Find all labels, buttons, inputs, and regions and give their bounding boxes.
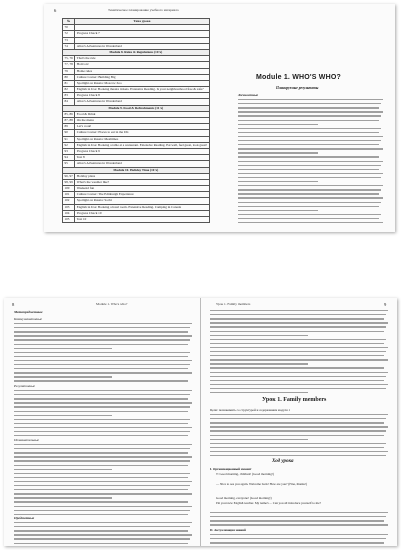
lesson-number-cell: 95 (63, 161, 75, 167)
text-line (210, 363, 308, 364)
text-line (14, 356, 188, 357)
text-line (14, 456, 192, 457)
lesson-topic-cell: Spotlight on Russia: Sochi (75, 198, 209, 204)
running-head: Тематическое планирование учебного материала (108, 8, 179, 12)
lesson-flow-title: Ход урока (272, 459, 294, 464)
text-line (210, 455, 386, 456)
text-line (238, 177, 381, 178)
text-line (14, 522, 192, 523)
text-line (210, 516, 386, 517)
text-line (14, 390, 192, 391)
text-line (14, 485, 190, 486)
text-line (14, 352, 190, 353)
text-line (210, 359, 388, 360)
planned-results-title: Планируемые результаты (276, 86, 319, 90)
lesson-topic-cell: Holiday plans (75, 173, 209, 179)
text-line (14, 339, 190, 340)
text-line (210, 355, 384, 356)
text-line (14, 497, 112, 498)
text-line (210, 314, 386, 315)
text-line (14, 465, 188, 466)
lesson-topic-cell: Home rules (75, 68, 209, 74)
lesson-topic-cell: Hold on! (75, 62, 209, 68)
text-line (14, 538, 190, 539)
lesson-topic-cell: Progress Check 7 (75, 31, 209, 37)
lesson-number-cell: 94 (63, 155, 75, 161)
text-line (14, 376, 112, 377)
text-line (210, 367, 384, 368)
text-line (238, 193, 379, 194)
module-cell: Module 8. Rules & Regulations (10 ч) (63, 49, 210, 55)
table-header-cell: № (63, 19, 75, 25)
text-line (238, 136, 383, 137)
table-row (63, 142, 210, 148)
text-line (14, 394, 190, 395)
text-line (210, 318, 384, 319)
text-line (238, 169, 379, 170)
text-line (210, 347, 388, 348)
lesson-topic-cell: Culture Corner: The Edinburgh Experience (75, 192, 209, 198)
lesson-topic-cell: Food & Drink (75, 111, 209, 117)
text-line (14, 360, 192, 361)
lesson-number-cell: 84 (63, 99, 75, 105)
lesson-topic-cell: On the menu (75, 118, 209, 124)
lesson-topic-cell: Progress Check 9 (75, 148, 209, 154)
text-line (238, 128, 381, 129)
lesson-number-cell: 92 (63, 142, 75, 148)
lesson-topic-cell: Test 8 (75, 155, 209, 161)
text-line (210, 426, 388, 427)
text-line (210, 322, 388, 323)
text-line (14, 489, 188, 490)
text-line (14, 526, 190, 527)
text-line (14, 348, 112, 349)
page-number-left: 8 (12, 302, 15, 307)
lesson-topic-cell: Alice's Adventures in Wonderland (75, 99, 209, 105)
text-line (14, 331, 188, 332)
lesson-number-cell: 77, 78 (64, 62, 73, 67)
lesson-topic-cell: Alice's Adventures in Wonderland (75, 161, 209, 167)
text-line (210, 512, 388, 513)
text-line (238, 103, 381, 104)
lesson-number-cell: 79 (63, 68, 75, 74)
lesson-number-cell: 75, 76 (64, 56, 73, 61)
text-line (238, 206, 379, 207)
text-line (238, 161, 383, 162)
text-line (238, 165, 381, 166)
comm-heading: Коммуникативные (14, 317, 43, 321)
lesson-topic-cell: That's the rule (75, 56, 209, 62)
text-line (14, 469, 112, 470)
lesson-number-cell: 89 (63, 124, 75, 130)
text-line (14, 402, 192, 403)
running-head-left: Module 1. Who's who? (96, 302, 128, 306)
lesson-topic-cell: Progress Check 8 (75, 93, 209, 99)
text-line (210, 418, 386, 419)
text-line (14, 452, 188, 453)
text-line (238, 111, 383, 112)
text-line (238, 140, 381, 141)
text-line (14, 344, 188, 345)
text-line (14, 444, 192, 445)
lesson-topic-cell: Let's cook! (75, 124, 209, 130)
dialogue-line: Good morning, everyone! (Good morning!) (216, 496, 272, 500)
lesson-number-cell: 80 (63, 74, 75, 80)
lesson-topic-cell: English in Use: Booking a table at a restaurant. Extensive Reading. Eat well, feel great, look great! (76, 142, 208, 147)
text-line (14, 398, 188, 399)
text-line (14, 493, 192, 494)
text-line (210, 380, 384, 381)
table-body (63, 25, 210, 223)
text-line (14, 415, 112, 416)
text-line (210, 335, 308, 336)
text-line (210, 439, 308, 440)
lesson-number-cell: 70 (63, 25, 75, 31)
text-line (14, 327, 190, 328)
text-line (14, 481, 192, 482)
running-head-right: Урок 1. Family members (216, 302, 251, 306)
lesson-topic-cell: Progress Check 10 (75, 210, 209, 216)
lesson-topic-cell: Culture Corner: Places to eat in the UK (75, 130, 209, 136)
text-line (210, 372, 388, 373)
lesson-number-cell: 83 (63, 93, 75, 99)
text-line (14, 510, 190, 511)
subj-heading: Предметные (14, 516, 35, 520)
lesson-topic-cell: Culture Corner: Building Big (75, 74, 209, 80)
module-cell: Module 9. Food & Refreshments (11 ч) (63, 105, 210, 111)
module-title: Module 1. WHO'S WHO? (256, 74, 341, 81)
text-line (14, 364, 190, 365)
text-line (238, 152, 318, 153)
text-line (14, 435, 188, 436)
text-line (238, 189, 381, 190)
lesson-number-cell: 81 (63, 80, 75, 86)
top-book-page (44, 4, 395, 232)
personal-heading: Личностные (238, 93, 259, 97)
table-row (63, 217, 210, 223)
dialogue-line: I'm your new English teacher. My name's ... Can you all introduce yourself to me? (216, 501, 321, 505)
text-line (210, 343, 384, 344)
text-line (238, 202, 381, 203)
text-line (238, 107, 379, 108)
text-line (238, 185, 383, 186)
lesson-topic-cell: English in Use: Booking a hotel room. Extensive Reading. Camping in Canada (75, 204, 209, 210)
text-line (238, 156, 379, 157)
lesson-plan-table (62, 18, 210, 223)
lesson-number-cell: 98, 99 (64, 179, 73, 184)
lesson-number-cell: 104 (63, 210, 75, 216)
table-row (63, 87, 210, 93)
text-line (210, 534, 388, 535)
text-line (238, 218, 379, 219)
page-number: 6 (54, 8, 57, 13)
meta-heading: Метапредметные (14, 310, 43, 314)
text-line (14, 501, 188, 502)
text-line (210, 339, 386, 340)
text-line (210, 376, 386, 377)
stage-1-heading: I. Организационный момент (210, 467, 252, 471)
text-line (210, 326, 386, 327)
text-line (14, 372, 192, 373)
text-line (14, 368, 188, 369)
lesson-number-cell: 102 (63, 198, 75, 204)
page-number-right: 9 (384, 302, 387, 307)
text-line (210, 524, 388, 525)
lesson-goal: Цели: познакомить со структурой и содержанием модуля 1 (210, 408, 290, 412)
text-line (14, 543, 188, 544)
text-line (210, 538, 386, 539)
text-line (14, 423, 188, 424)
text-line (210, 542, 384, 543)
table-header-cell: Тема урока (75, 19, 209, 25)
lesson-number-cell: 91 (63, 136, 75, 142)
text-line (210, 451, 388, 452)
text-line (238, 132, 379, 133)
text-line (14, 477, 188, 478)
text-line (210, 520, 384, 521)
lesson-topic-cell: Alice's Adventures in Wonderland (75, 43, 209, 49)
text-line (238, 115, 381, 116)
spine-divider (200, 298, 201, 546)
text-line (14, 419, 190, 420)
text-line (14, 323, 192, 324)
lesson-number-cell: 93 (63, 148, 75, 154)
lesson-topic-cell: Test 10 (75, 217, 209, 223)
text-line (238, 99, 383, 100)
text-line (14, 448, 190, 449)
text-line (210, 422, 384, 423)
dialogue-line: T: Good morning, children! (Good morning!) (216, 472, 274, 476)
text-line (238, 214, 381, 215)
lesson-topic-cell: English in Use: Booking theatre tickets. Extensive Reading. Is your neighbourhood free & safe? (75, 87, 209, 93)
text-line (14, 380, 188, 381)
text-line (210, 310, 388, 311)
bottom-book-spread (4, 298, 397, 546)
text-line (210, 443, 386, 444)
text-line (14, 411, 188, 412)
text-line (14, 460, 190, 461)
lesson-number-cell: 101 (63, 192, 75, 198)
text-line (210, 430, 386, 431)
text-line (14, 534, 192, 535)
text-line (210, 435, 384, 436)
text-line (14, 335, 192, 336)
text-line (238, 120, 379, 121)
text-line (238, 222, 383, 223)
lesson-number-cell: 72 (63, 31, 75, 37)
text-line (14, 406, 190, 407)
lesson-number-cell: 74 (63, 43, 75, 49)
text-line (238, 173, 383, 174)
text-line (238, 197, 383, 198)
text-line (210, 351, 386, 352)
text-line (238, 148, 383, 149)
reg-heading: Регулятивные (14, 384, 35, 388)
text-line (210, 384, 388, 385)
text-line (238, 210, 318, 211)
lesson-topic-cell: Weekend fun (75, 186, 209, 192)
text-line (14, 473, 190, 474)
lesson-title: Урок 1. Family members (262, 397, 327, 403)
lesson-number-cell: 90 (63, 130, 75, 136)
dialogue-line: — Nice to see you again. Welcome back! How are you? (Fine, thanks!) (216, 482, 308, 486)
cog-heading: Познавательные (14, 438, 40, 442)
lesson-number-cell: 85, 86 (64, 111, 73, 116)
text-line (210, 414, 388, 415)
text-line (238, 124, 318, 125)
lesson-number-cell: 87, 88 (64, 118, 73, 123)
lesson-topic-cell: What's the weather like? (75, 179, 209, 185)
lesson-number-cell: 100 (63, 186, 75, 192)
text-line (238, 144, 379, 145)
text-line (210, 447, 384, 448)
text-line (14, 431, 190, 432)
text-line (238, 181, 318, 182)
text-line (14, 506, 192, 507)
lesson-topic-cell: Spotlight on Russia: Mealtimes (75, 136, 209, 142)
lesson-topic-cell: Spotlight on Russia: Moscow Zoo (75, 80, 209, 86)
lesson-number-cell: 82 (63, 87, 75, 93)
stage-2-heading: II. Актуализация знаний (210, 528, 246, 532)
text-line (14, 514, 188, 515)
text-line (14, 427, 192, 428)
lesson-number-cell: 96, 97 (64, 173, 73, 178)
text-line (210, 388, 386, 389)
text-line (14, 530, 188, 531)
lesson-number-cell: 73 (63, 37, 75, 43)
module-cell: Module 10. Holiday Time (10 ч) (63, 167, 210, 173)
text-line (210, 331, 384, 332)
lesson-number-cell: 105 (63, 217, 75, 223)
lesson-number-cell: 103 (63, 204, 75, 210)
text-line (210, 392, 308, 393)
